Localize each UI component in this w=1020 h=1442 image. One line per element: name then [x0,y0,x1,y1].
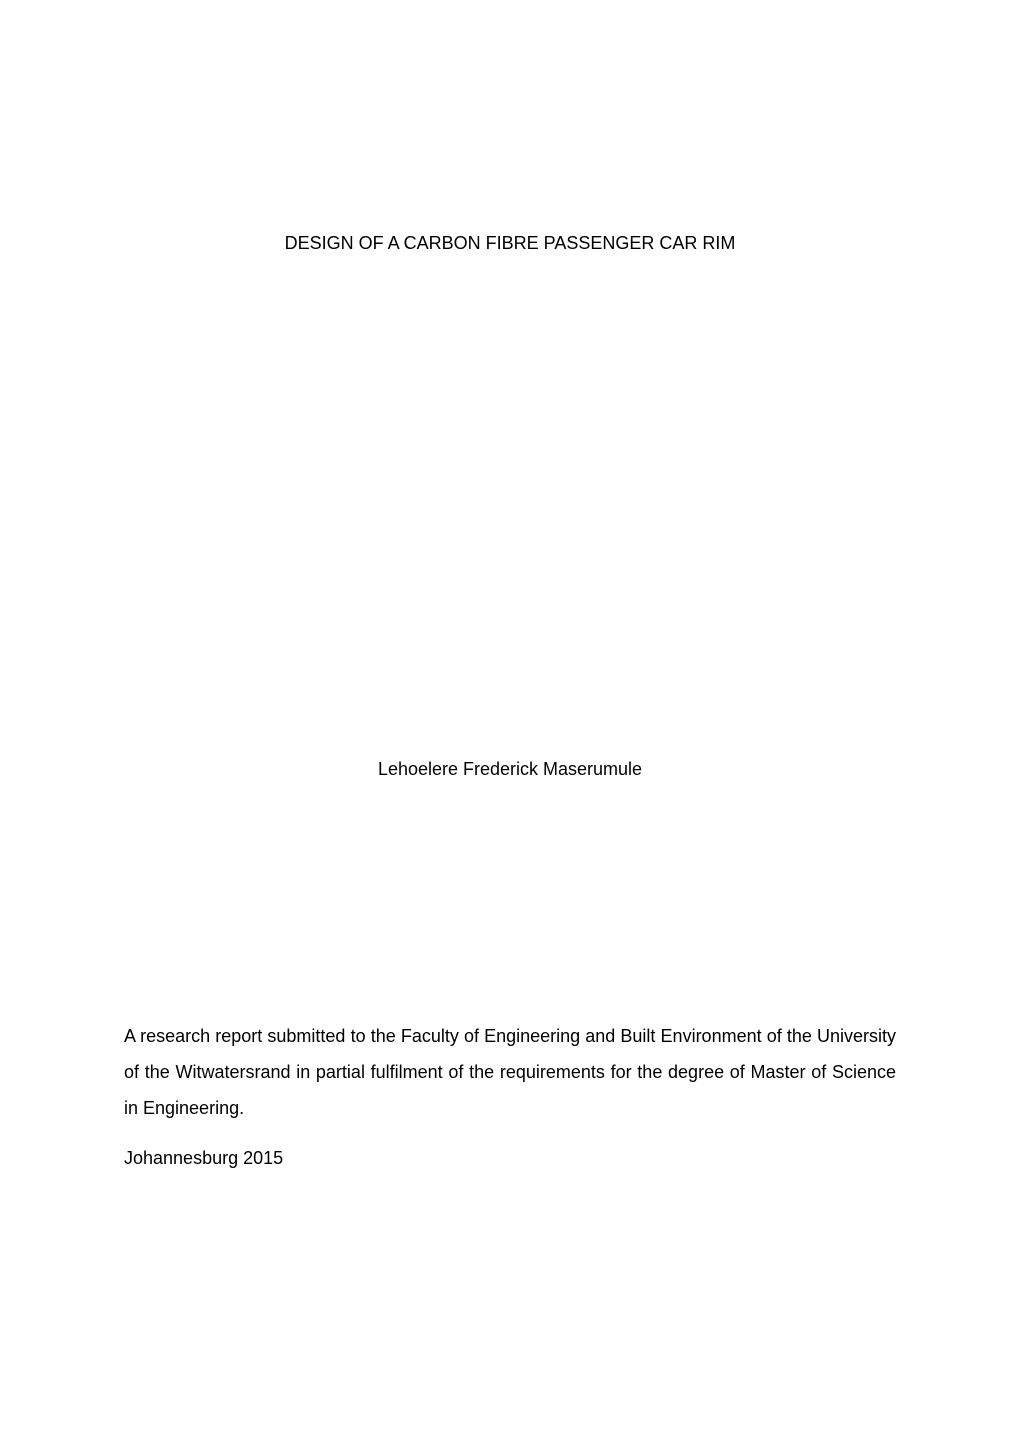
report-title: DESIGN OF A CARBON FIBRE PASSENGER CAR RIM [284,233,736,253]
submission-statement: A research report submitted to the Faculty of Engineering and Built Environment of the University of the Witwatersrand in partial fulfilment of the requirements for the degree of Master of Science in Engineering. [124,1026,896,1118]
author-name: Lehoelere Frederick Maserumule [377,759,643,779]
place-and-year: Johannesburg 2015 [124,1148,284,1168]
